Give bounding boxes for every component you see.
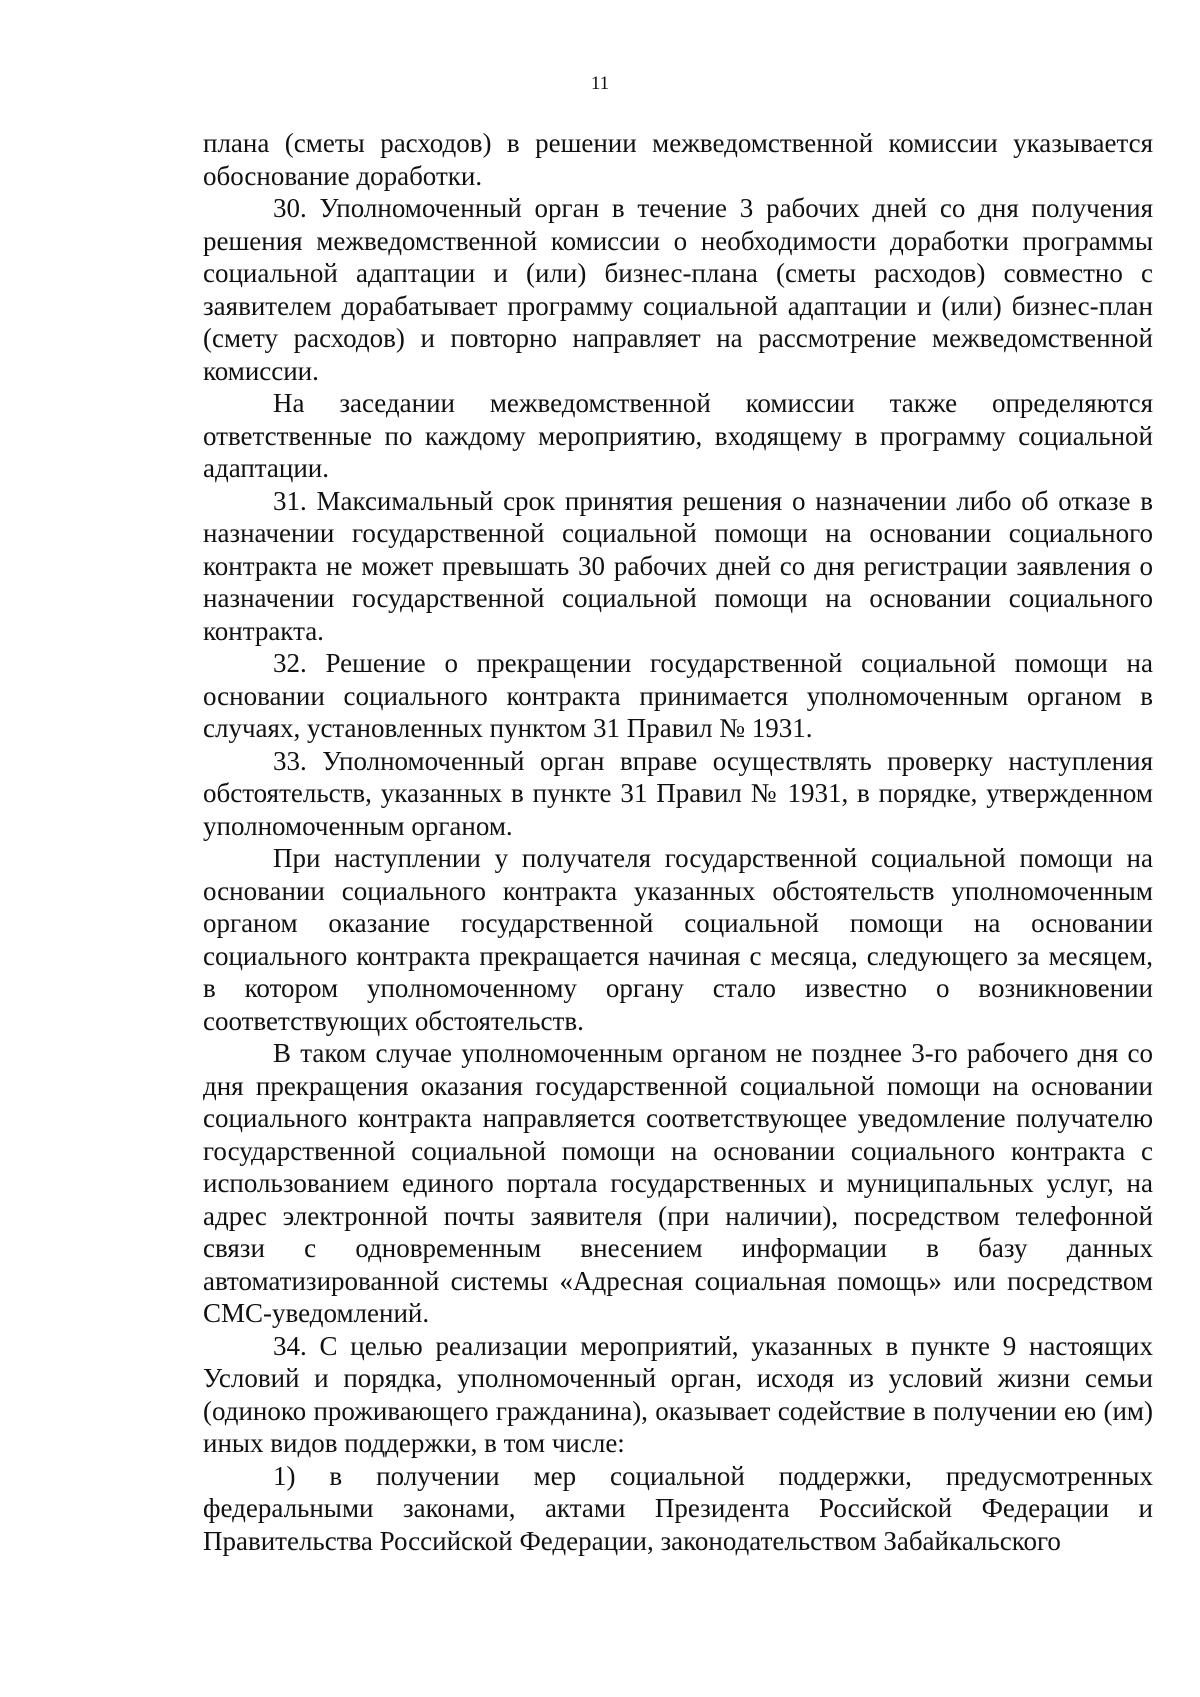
paragraph: На заседании межведомственной комиссии также определяются ответственные по каждому мероприятию, входящему в программу социальной адаптации. xyxy=(203,388,1153,483)
paragraph: При наступлении у получателя государственной социальной помощи на основании социального контракта указанных обстоятельств уполномоченным органом оказание государственной социальной помощи на основании социального контракта прекращается начиная с месяца, следующего за месяцем, в котором уполномоченному органу стало известно о возникновении соответствующих обстоятельств. xyxy=(203,843,1153,1036)
document-body xyxy=(203,127,1153,1557)
paragraph: плана (сметы расходов) в решении межведомственной комиссии указывается обоснование доработки. xyxy=(203,128,1153,191)
paragraph: 34. С целью реализации мероприятий, указанных в пункте 9 настоящих Условий и порядка, уполномоченный орган, исходя из условий жизни семьи (одиноко проживающего гражданина), оказывает содействие в получении ею (им) иных видов поддержки, в том числе: xyxy=(203,1330,1153,1458)
paragraph: 32. Решение о прекращении государственной социальной помощи на основании социального контракта принимается уполномоченным органом в случаях, установленных пунктом 31 Правил № 1931. xyxy=(203,648,1153,743)
paragraph: 1) в получении мер социальной поддержки, предусмотренных федеральными законами, актами Президента Российской Федерации и Правительства Российской Федерации, законодательством Забайкальского xyxy=(203,1460,1153,1556)
paragraph: 33. Уполномоченный орган вправе осуществлять проверку наступления обстоятельств, указанных в пункте 31 Правил № 1931, в порядке, утвержденном уполномоченным органом. xyxy=(203,745,1153,841)
paragraph: В таком случае уполномоченным органом не позднее 3-го рабочего дня со дня прекращения оказания государственной социальной помощи на основании социального контракта направляется соответствующее уведомление получателю государственной социальной помощи на основании социального контракта с использованием единого портала государственных и муниципальных услуг, на адрес электронной почты заявителя (при наличии), посредством телефонной связи с одновременным внесением информации в базу данных автоматизированной системы «Адресная социальная помощь» или посредством СМС-уведомлений. xyxy=(203,1038,1153,1328)
paragraph: 30. Уполномоченный орган в течение 3 рабочих дней со дня получения решения межведомственной комиссии о необходимости доработки программы социальной адаптации и (или) бизнес-плана (сметы расходов) совместно с заявителем дорабатывает программу социальной адаптации и (или) бизнес-план (смету расходов) и повторно направляет на рассмотрение межведомственной комиссии. xyxy=(203,193,1153,386)
page-number: 11 xyxy=(590,73,610,94)
paragraph: 31. Максимальный срок принятия решения о назначении либо об отказе в назначении государственной социальной помощи на основании социального контракта не может превышать 30 рабочих дней со дня регистрации заявления о назначении государственной социальной помощи на основании социального контракта. xyxy=(203,485,1153,646)
